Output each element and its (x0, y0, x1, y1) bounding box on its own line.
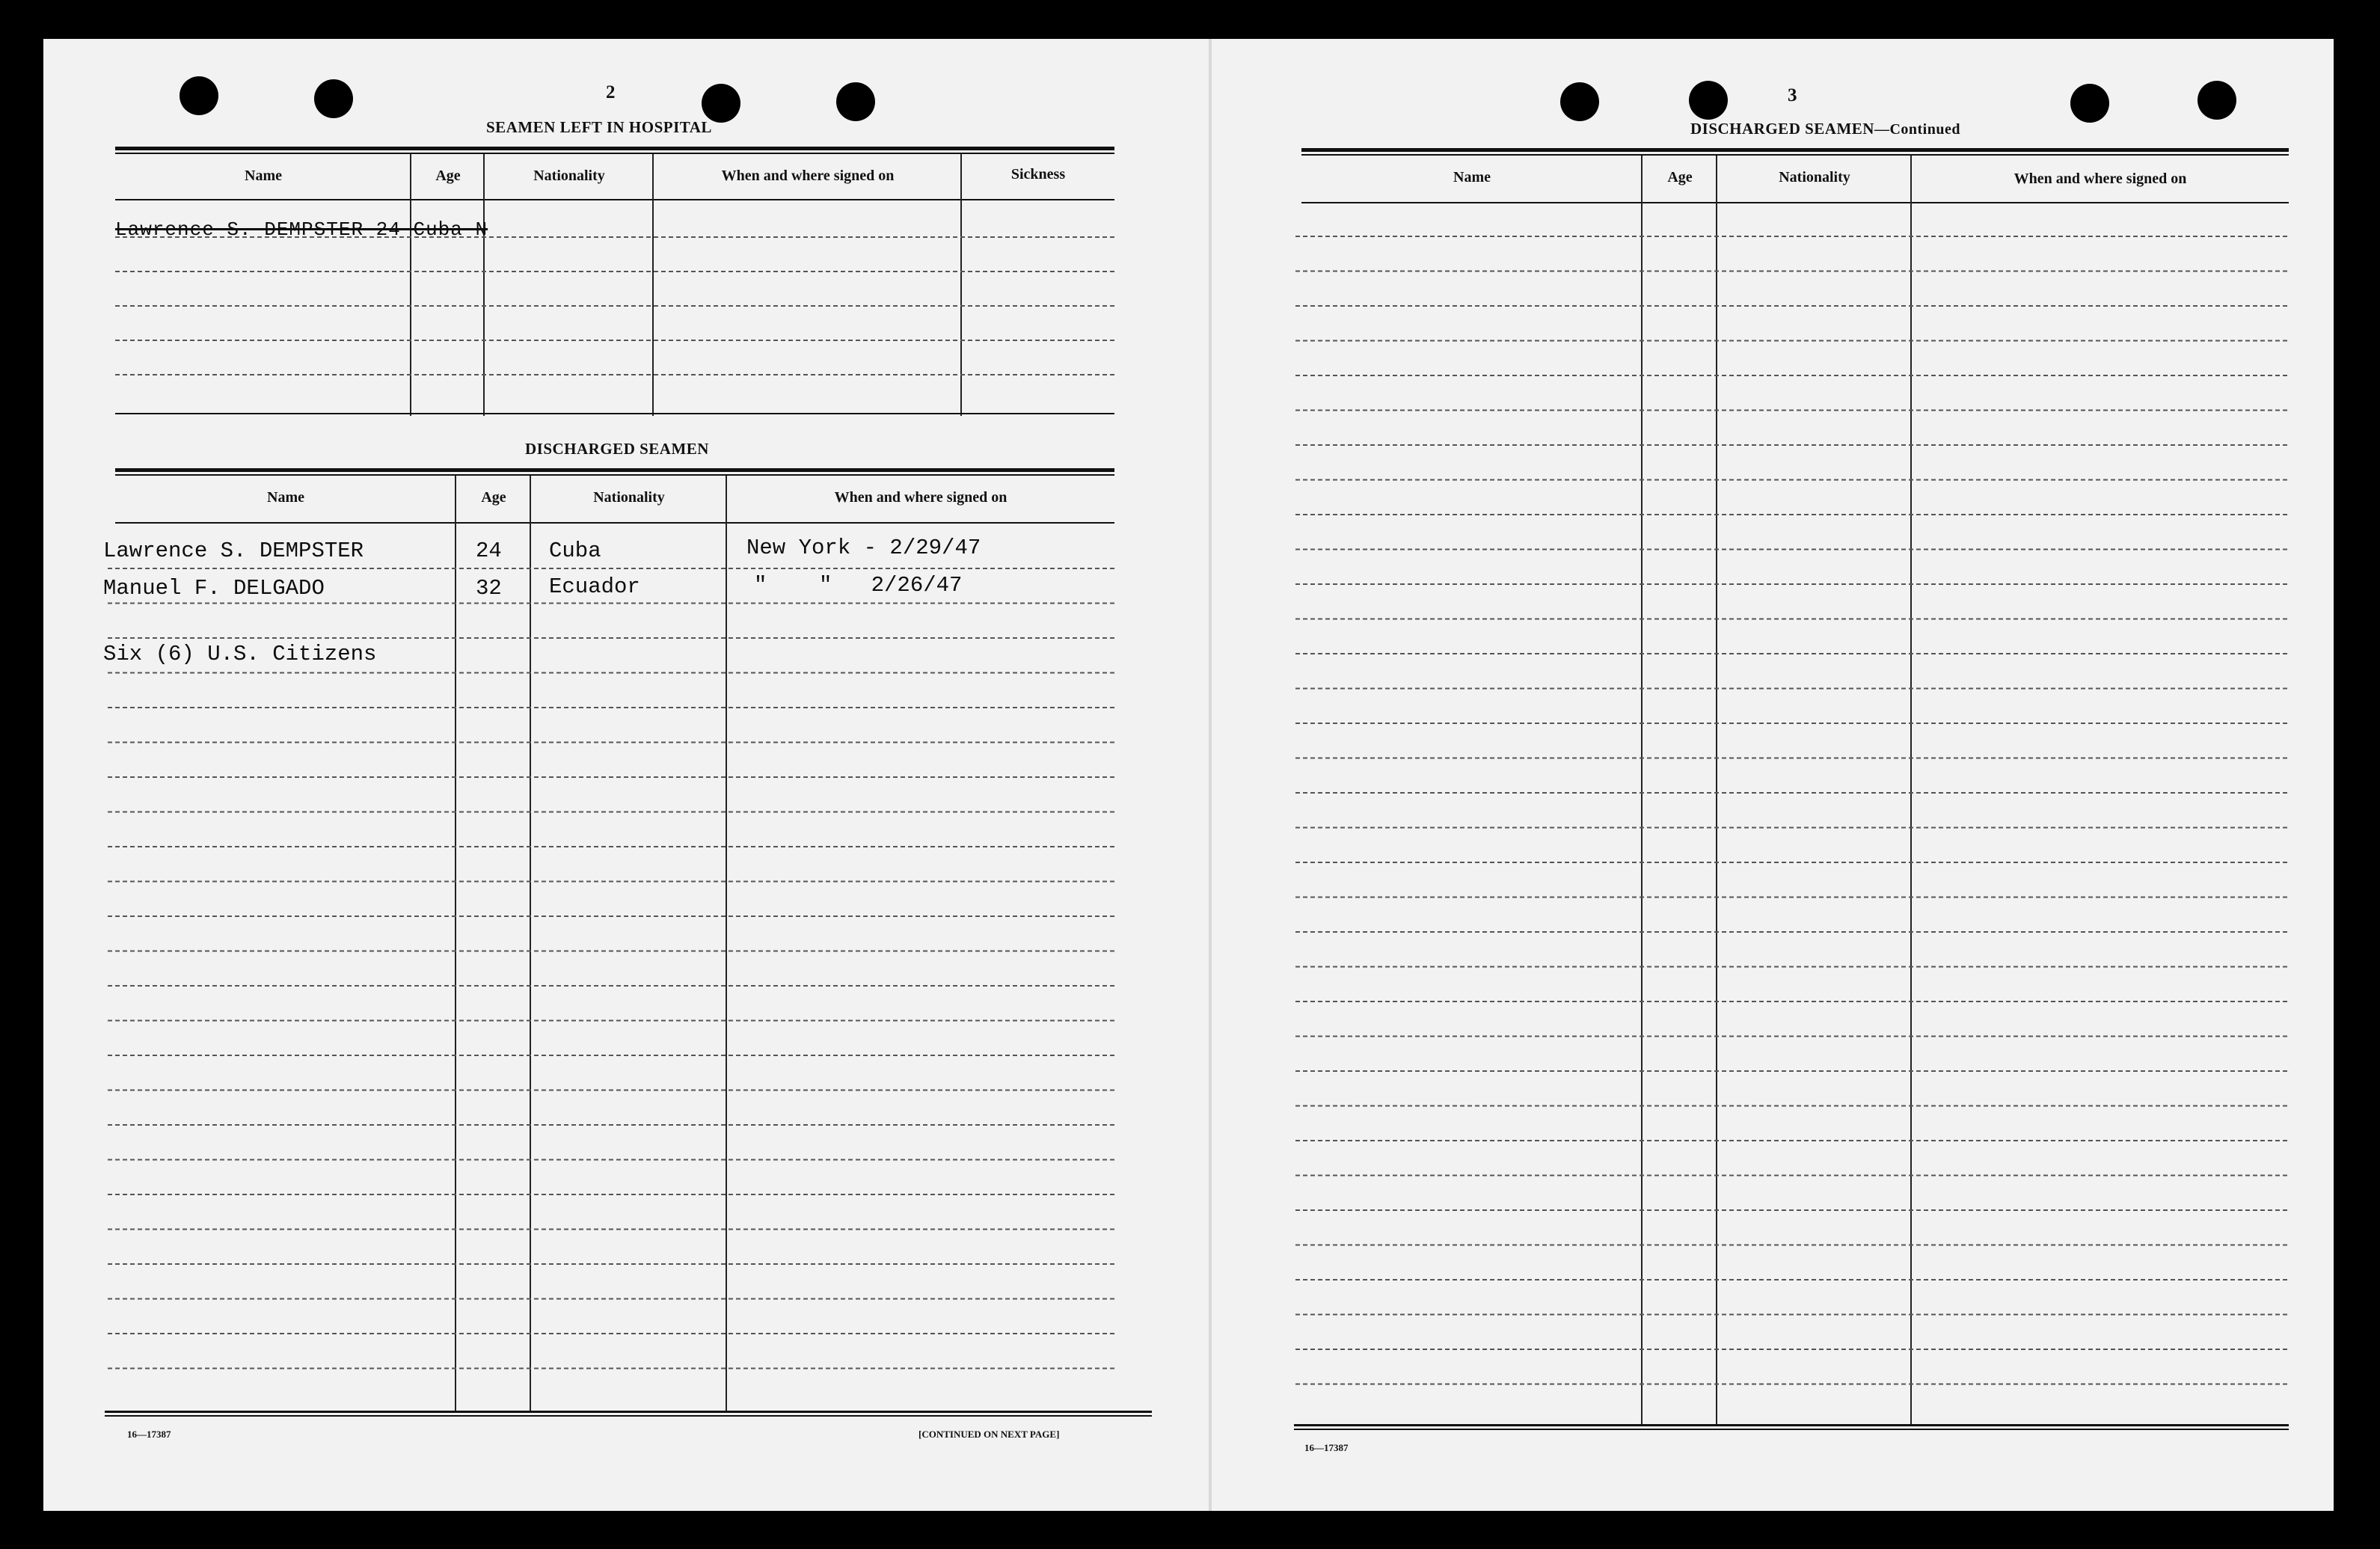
column-header-age: Age (1667, 169, 1693, 185)
column-header-signed-on: When and where signed on (2014, 171, 2187, 187)
discharged-ruled-lines (43, 39, 1209, 1511)
column-header-name: Name (1453, 169, 1491, 185)
hospital-title: SEAMEN LEFT IN HOSPITAL (486, 118, 712, 136)
column-header-signed-on: When and where signed on (721, 168, 895, 184)
continued-note: [CONTINUED ON NEXT PAGE] (918, 1429, 1060, 1440)
column-header-name: Name (245, 168, 282, 184)
column-header-age: Age (481, 489, 506, 506)
column-header-name: Name (267, 489, 304, 506)
citizens-note: Six (6) U.S. Citizens (103, 642, 377, 666)
seaman-name: Lawrence S. DEMPSTER (103, 539, 364, 563)
title-suffix: —Continued (1874, 121, 1960, 138)
column-header-nationality: Nationality (533, 168, 605, 184)
seaman-nationality: Cuba (549, 539, 601, 563)
page-number: 2 (606, 82, 616, 102)
page-number: 3 (1788, 85, 1797, 105)
discharged-title: DISCHARGED SEAMEN (525, 440, 709, 458)
form-number: 16—17387 (1304, 1442, 1349, 1453)
seaman-age: 32 (476, 576, 502, 601)
seaman-signed-on: " " 2/26/47 (754, 573, 963, 598)
seaman-signed-on: New York - 2/29/47 (746, 536, 981, 560)
continued-ruled-lines (1212, 39, 2334, 1511)
form-number: 16—17387 (127, 1429, 171, 1440)
document-sheet (43, 39, 2334, 1511)
seaman-nationality: Ecuador (549, 574, 640, 599)
column-header-nationality: Nationality (1779, 169, 1850, 185)
left-page (43, 39, 1209, 1511)
column-header-age: Age (435, 168, 461, 184)
column-header-nationality: Nationality (593, 489, 665, 506)
title-bold: DISCHARGED SEAMEN (1690, 120, 1874, 138)
seaman-age: 24 (476, 539, 502, 563)
struck-hospital-entry: Lawrence S. DEMPSTER 24 Cuba N (115, 218, 488, 241)
column-header-sickness: Sickness (1010, 166, 1066, 182)
discharged-continued-title (1690, 120, 1960, 138)
column-header-signed-on: When and where signed on (834, 489, 1007, 506)
right-page (1212, 39, 2334, 1511)
seaman-name: Manuel F. DELGADO (103, 576, 325, 601)
